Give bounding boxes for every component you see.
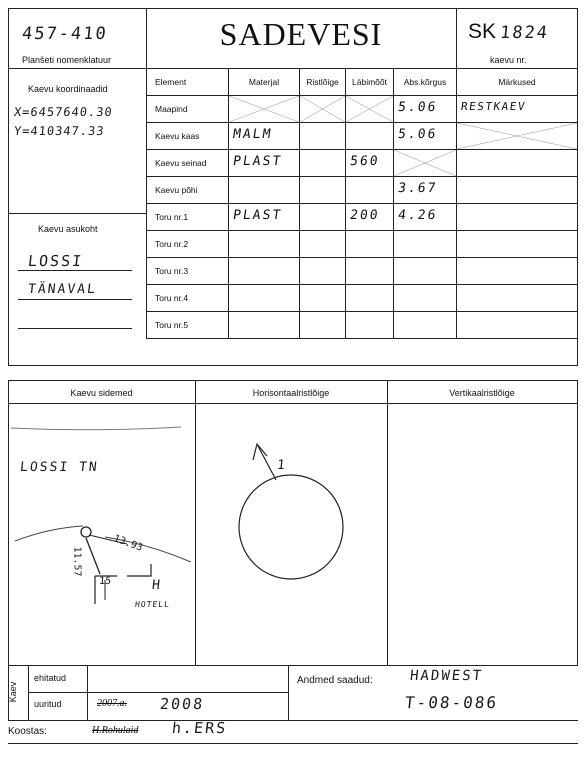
cell-ristloige	[300, 285, 346, 312]
cell-materjal	[229, 258, 300, 285]
dim-11-57: 11.57	[71, 546, 83, 577]
location-underline-2	[18, 299, 132, 300]
updated-label: uuritud	[34, 699, 62, 709]
cell-element: Kaevu põhi	[147, 177, 229, 204]
table-row	[147, 312, 578, 339]
table-row	[147, 150, 578, 177]
cell-abs-value: 4.26	[396, 208, 439, 223]
crossed-out-mark	[229, 96, 299, 122]
built-label: ehitatud	[34, 673, 67, 683]
crossed-out-mark	[346, 96, 393, 122]
cell-markused	[457, 312, 578, 339]
header-ristloige: Ristlõige	[300, 69, 346, 96]
cell-markused	[457, 285, 578, 312]
cell-ristloige	[300, 177, 346, 204]
cell-element: Toru nr.4	[147, 285, 229, 312]
well-number-label: kaevu nr.	[490, 55, 527, 65]
cell-materjal	[229, 96, 300, 123]
pipe-arrow-label: 1	[276, 458, 288, 473]
cell-labimoot-value: 200	[348, 208, 381, 223]
well-number-value: 1824	[499, 23, 551, 43]
data-source-value1: HADWEST	[409, 668, 484, 684]
cell-labimoot	[346, 177, 394, 204]
author-struck-value: H.Rohulaid	[92, 725, 139, 736]
cell-materjal	[229, 150, 300, 177]
nomenclature-value: 457-410	[20, 24, 109, 44]
header-abs: Abs.kõrgus	[394, 69, 457, 96]
cell-abs	[394, 177, 457, 204]
author-value: h.ERS	[171, 719, 229, 737]
location-underline-3	[18, 328, 132, 329]
cell-ristloige	[300, 123, 346, 150]
cell-abs	[394, 258, 457, 285]
building-name: HOTELL	[134, 600, 171, 609]
dim-13-93: 13.93	[112, 533, 145, 554]
cell-abs	[394, 285, 457, 312]
cell-labimoot	[346, 96, 394, 123]
header-materjal: Materjal	[229, 69, 300, 96]
cell-labimoot	[346, 204, 394, 231]
table-header-row	[147, 69, 578, 96]
header-element: Element	[147, 69, 229, 96]
dim-15: 15	[98, 576, 112, 587]
cell-abs-value: 3.67	[396, 181, 439, 196]
coords-label: Kaevu koordinaadid	[28, 84, 108, 94]
updated-struck-value: 2007.a.	[97, 698, 127, 709]
cell-abs	[394, 231, 457, 258]
horizontal-section-sketch	[196, 404, 386, 666]
well-prefix: SK	[468, 20, 497, 43]
cell-element: Kaevu seinad	[147, 150, 229, 177]
cell-element: Toru nr.2	[147, 231, 229, 258]
cell-markused	[457, 231, 578, 258]
cell-materjal-value: PLAST	[231, 208, 284, 223]
cell-materjal	[229, 231, 300, 258]
table-row	[147, 177, 578, 204]
cell-abs	[394, 123, 457, 150]
cell-markused	[457, 177, 578, 204]
cell-element: Maapind	[147, 96, 229, 123]
cell-abs	[394, 312, 457, 339]
cell-markused	[457, 204, 578, 231]
author-label: Koostas:	[8, 726, 47, 737]
cell-abs-value: 5.06	[396, 127, 439, 142]
cell-ristloige	[300, 96, 346, 123]
cell-ristloige	[300, 312, 346, 339]
cell-element: Toru nr.1	[147, 204, 229, 231]
cell-labimoot	[346, 312, 394, 339]
coord-x-value: X=6457640.30	[13, 105, 114, 119]
horizontal-section-label: Horisontaalristlõige	[252, 388, 330, 398]
cell-abs-value: 5.06	[396, 100, 439, 115]
cell-ristloige	[300, 258, 346, 285]
cell-labimoot	[346, 123, 394, 150]
cell-abs	[394, 150, 457, 177]
cell-labimoot	[346, 285, 394, 312]
table-row	[147, 285, 578, 312]
cell-ristloige	[300, 204, 346, 231]
cell-abs	[394, 96, 457, 123]
cell-element: Kaevu kaas	[147, 123, 229, 150]
table-row	[147, 96, 578, 123]
cell-markused	[457, 258, 578, 285]
cell-labimoot	[346, 258, 394, 285]
page-title: SADEVESI	[219, 16, 383, 52]
cell-element: Toru nr.5	[147, 312, 229, 339]
location-underline-1	[18, 270, 132, 271]
cell-materjal	[229, 123, 300, 150]
cell-materjal-value: MALM	[231, 127, 274, 142]
data-source-value2: T-08-086	[404, 693, 500, 712]
cell-abs	[394, 204, 457, 231]
cell-materjal	[229, 312, 300, 339]
kaev-side-label: Kaev	[8, 681, 18, 703]
crossed-out-mark	[457, 123, 577, 149]
location-line2: TÄNAVAL	[27, 282, 98, 297]
header-markused: Märkused	[457, 69, 578, 96]
well-number-field	[468, 20, 549, 44]
crossed-out-mark	[300, 96, 345, 122]
nomenclature-label: Planšeti nomenklatuur	[22, 55, 112, 65]
well-elements-table	[146, 68, 578, 339]
cell-element: Toru nr.3	[147, 258, 229, 285]
header-labimoot: Läbimõõt	[346, 69, 394, 96]
cell-markused	[457, 96, 578, 123]
cell-ristloige	[300, 150, 346, 177]
coord-y-value: Y=410347.33	[13, 124, 106, 138]
table-row	[147, 123, 578, 150]
cell-markused	[457, 123, 578, 150]
cell-labimoot	[346, 150, 394, 177]
cell-markused-value: RESTKAEV	[460, 100, 527, 113]
cell-materjal	[229, 177, 300, 204]
location-label: Kaevu asukoht	[38, 224, 98, 234]
table-row	[147, 204, 578, 231]
table-row	[147, 258, 578, 285]
cell-materjal	[229, 285, 300, 312]
cell-markused	[457, 150, 578, 177]
data-source-label: Andmed saadud:	[297, 675, 373, 686]
cell-labimoot-value: 560	[348, 154, 381, 169]
updated-value: 2008	[159, 695, 206, 713]
connections-label: Kaevu sidemed	[70, 388, 133, 398]
vertical-section-label: Vertikaalristlõige	[449, 388, 515, 398]
connections-sketch	[9, 404, 195, 666]
crossed-out-mark	[394, 150, 456, 176]
table-row	[147, 231, 578, 258]
cell-ristloige	[300, 231, 346, 258]
cell-materjal	[229, 204, 300, 231]
cell-labimoot	[346, 231, 394, 258]
building-letter: H	[151, 578, 163, 593]
street-label: LOSSI TN	[19, 460, 100, 475]
cell-materjal-value: PLAST	[231, 154, 284, 169]
location-line1: LOSSI	[27, 252, 85, 270]
